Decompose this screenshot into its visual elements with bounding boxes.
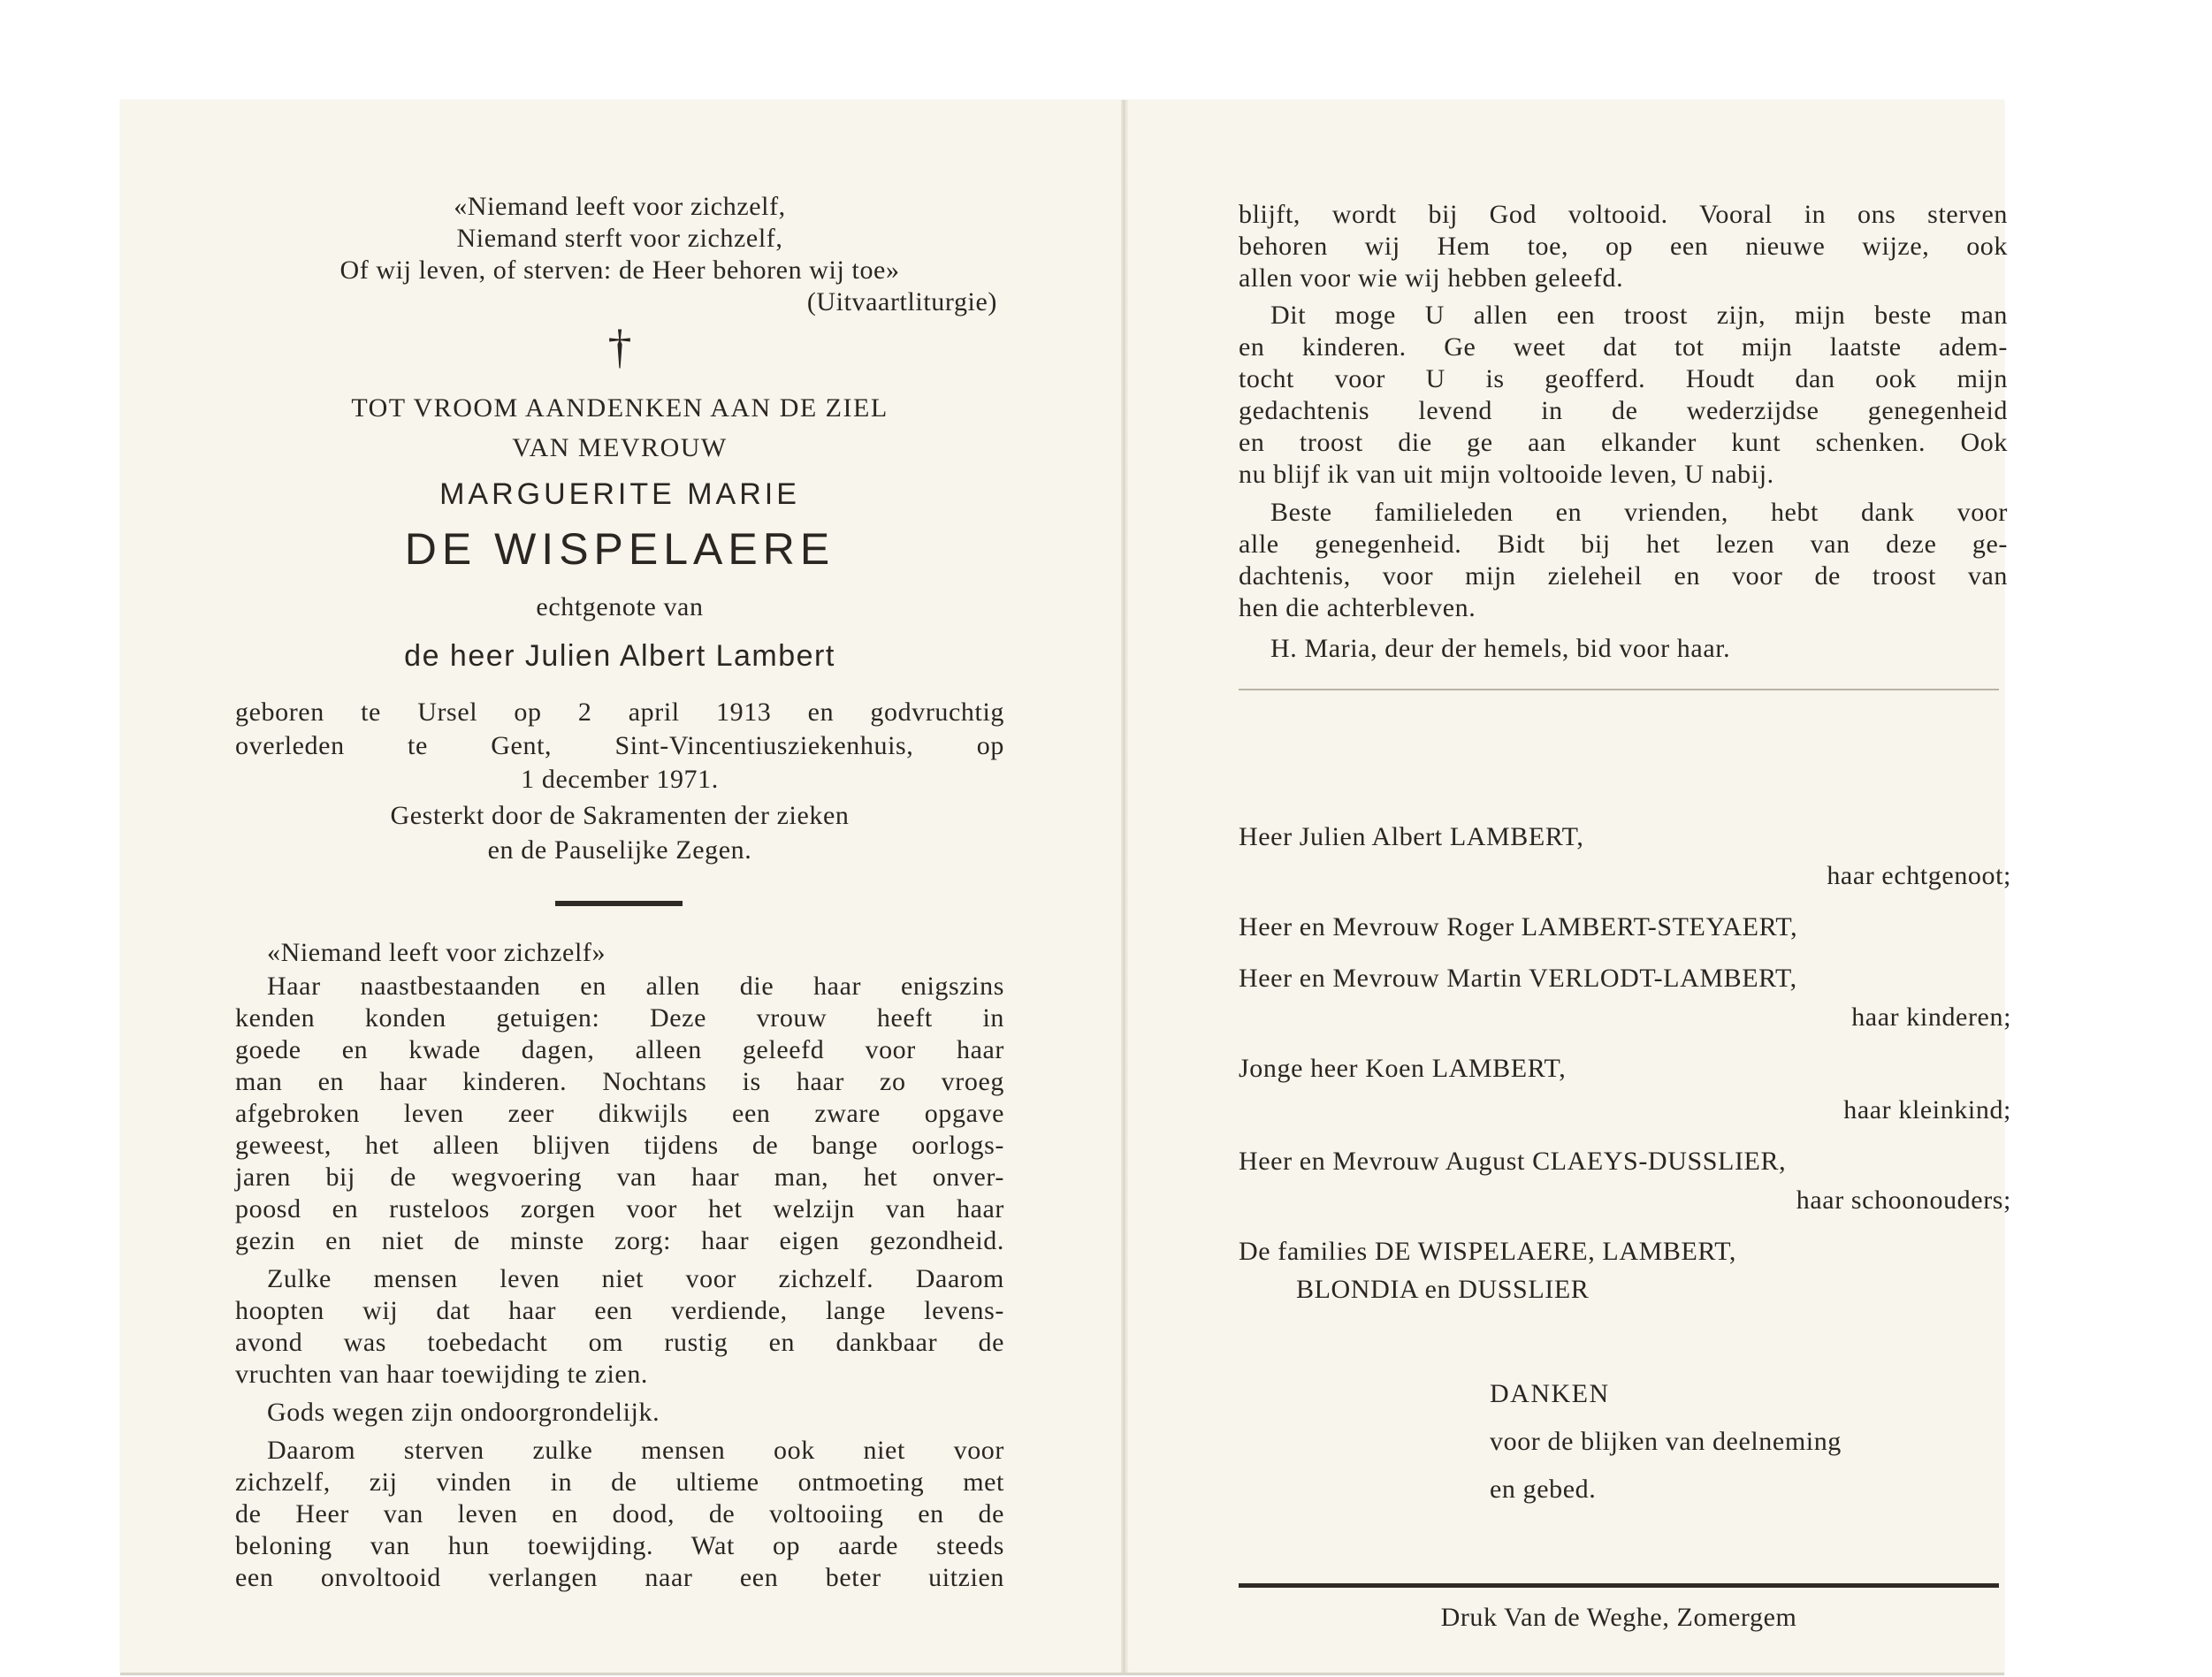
text-line: behoren wij Hem toe, op een nieuwe wijze, ook [1239, 232, 2008, 261]
text-line: geweest, het alleen blijven tijdens de bange oorlogs- [235, 1131, 1004, 1160]
text-line: beloning van hun toewijding. Wat op aarde steeds [235, 1531, 1004, 1560]
family-relation: haar kleinkind; [1843, 1095, 2011, 1124]
text-line: «Niemand leeft voor zichzelf» [267, 938, 606, 967]
text-line: jaren bij de wegvoering van haar man, het onver- [235, 1162, 1004, 1192]
text-line: Dit moge U allen een troost zijn, mijn beste man [1270, 301, 2008, 330]
family-line: BLONDIA en DUSSLIER [1296, 1275, 1590, 1304]
text-line: zichzelf, zij vinden in de ultieme ontmoeting met [235, 1467, 1004, 1497]
motto-line: «Niemand leeft voor zichzelf, [454, 192, 786, 221]
text-line: Beste familieleden en vrienden, hebt dank voor [1270, 498, 2008, 527]
text-line: hen die achterbleven. [1239, 593, 1476, 622]
text-line: kenden konden getuigen: Deze vrouw heeft in [235, 1003, 1004, 1033]
prayer-line: H. Maria, deur der hemels, bid voor haar. [1270, 634, 1731, 663]
surname: DE WISPELAERE [404, 524, 835, 574]
divider [555, 901, 683, 906]
cross-icon: † [607, 320, 632, 373]
family-line: De families DE WISPELAERE, LAMBERT, [1239, 1237, 1737, 1266]
birth-line: overleden te Gent, Sint-Vincentiusziekenhuis, op [235, 731, 1004, 760]
text-line: goede en kwade dagen, alleen geleefd voor haar [235, 1035, 1004, 1064]
text-line: afgebroken leven zeer dikwijls een zware opgave [235, 1099, 1004, 1128]
thanks-line: en gebed. [1490, 1475, 1597, 1504]
text-line: dachtenis, voor mijn zieleheil en voor de troost van [1239, 561, 2008, 591]
sacrament-line: en de Pauselijke Zegen. [487, 835, 752, 865]
card-edge [120, 1673, 2004, 1675]
text-line: de Heer van leven en dood, de voltooiing en de [235, 1499, 1004, 1528]
memorial-card [120, 100, 2011, 1675]
text-line: man en haar kinderen. Nochtans is haar zo vroeg [235, 1067, 1004, 1096]
divider [1239, 689, 1999, 690]
text-line: Daarom sterven zulke mensen ook niet voor [267, 1436, 1004, 1465]
text-line: Zulke mensen leven niet voor zichzelf. Daarom [267, 1264, 1004, 1293]
divider [1239, 1583, 1999, 1588]
motto-line: Of wij leven, of sterven: de Heer behoren wij toe» [339, 255, 900, 285]
thanks-heading: DANKEN [1490, 1379, 1610, 1408]
text-line: blijft, wordt bij God voltooid. Vooral in ons sterven [1239, 200, 2008, 229]
motto-line: Niemand sterft voor zichzelf, [456, 224, 783, 253]
text-line: alle genegenheid. Bidt bij het lezen van deze ge- [1239, 530, 2008, 559]
family-relation: haar kinderen; [1851, 1002, 2011, 1032]
spouse-name: de heer Julien Albert Lambert [404, 639, 835, 673]
text-line: tocht voor U is geofferd. Houdt dan ook mijn [1239, 364, 2008, 393]
text-line: Haar naastbestaanden en allen die haar enigszins [267, 972, 1004, 1001]
text-line: hoopten wij dat haar een verdiende, lange levens- [235, 1296, 1004, 1325]
printer-credit: Druk Van de Weghe, Zomergem [1440, 1603, 1797, 1632]
family-relation: haar schoonouders; [1796, 1185, 2011, 1215]
dedication-line: TOT VROOM AANDENKEN AAN DE ZIEL [351, 393, 889, 423]
family-line: Heer Julien Albert LAMBERT, [1239, 822, 1584, 851]
thanks-line: voor de blijken van deelneming [1490, 1427, 1842, 1456]
family-line: Heer en Mevrouw August CLAEYS-DUSSLIER, [1239, 1147, 1787, 1176]
text-line: nu blijf ik van uit mijn voltooide leven, U nabij. [1239, 460, 1774, 489]
sacrament-line: Gesterkt door de Sakramenten der zieken [390, 801, 850, 830]
dedication-line: VAN MEVROUW [512, 433, 728, 462]
text-line: gezin en niet de minste zorg: haar eigen gezondheid. [235, 1226, 1004, 1255]
family-relation: haar echtgenoot; [1827, 861, 2011, 890]
text-line: Gods wegen zijn ondoorgrondelijk. [267, 1398, 660, 1427]
text-line: een onvoltooid verlangen naar een beter uitzien [235, 1563, 1004, 1592]
death-date: 1 december 1971. [521, 765, 719, 794]
text-line: vruchten van haar toewijding te zien. [235, 1360, 649, 1389]
birth-line: geboren te Ursel op 2 april 1913 en godvruchtig [235, 697, 1004, 727]
text-line: avond was toebedacht om rustig en dankbaar de [235, 1328, 1004, 1357]
family-line: Heer en Mevrouw Martin VERLODT-LAMBERT, [1239, 964, 1797, 993]
text-line: en kinderen. Ge weet dat tot mijn laatste adem- [1239, 332, 2008, 362]
card-fold [1121, 100, 1128, 1675]
text-line: en troost die ge aan elkander kunt schenken. Ook [1239, 428, 2008, 457]
text-line: poosd en rusteloos zorgen voor het welzijn van haar [235, 1194, 1004, 1223]
text-line: gedachtenis levend in de wederzijdse genegenheid [1239, 396, 2008, 425]
given-names: MARGUERITE MARIE [439, 477, 800, 511]
family-line: Heer en Mevrouw Roger LAMBERT-STEYAERT, [1239, 912, 1798, 941]
motto-source: (Uitvaartliturgie) [806, 287, 997, 316]
family-line: Jonge heer Koen LAMBERT, [1239, 1054, 1567, 1083]
spouse-of: echtgenote van [536, 592, 704, 621]
text-line: allen voor wie wij hebben geleefd. [1239, 263, 1624, 293]
